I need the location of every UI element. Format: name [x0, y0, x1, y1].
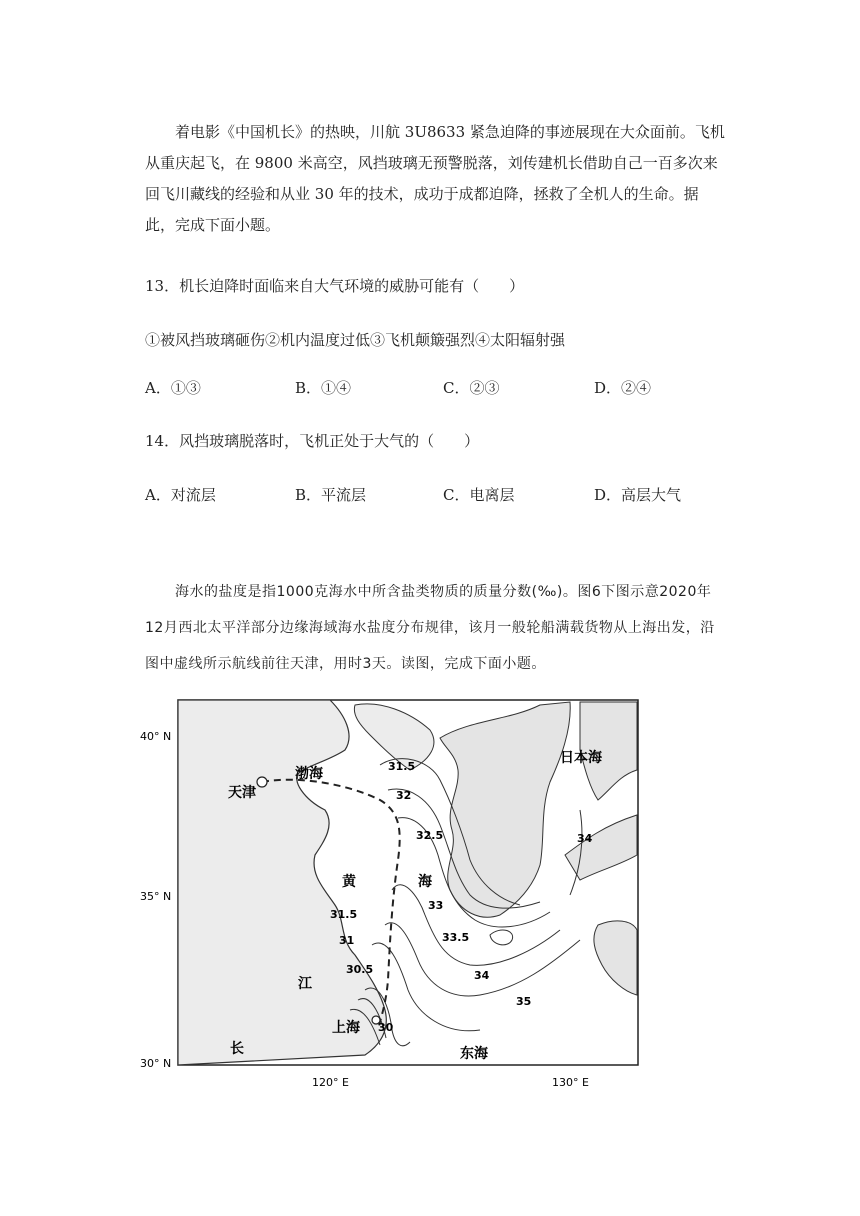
label-donghai: 东海	[460, 1046, 488, 1062]
question-14-option-a[interactable]: A．对流层	[145, 486, 216, 504]
isoline-33-5: 33.5	[442, 931, 470, 944]
isoline-31: 31	[339, 934, 355, 947]
question-14-option-d[interactable]: D．高层大气	[594, 486, 682, 504]
label-jiang: 江	[298, 976, 312, 992]
lon-label-130: 130° E	[552, 1076, 589, 1089]
question-14-stem: 14．风挡玻璃脱落时，飞机正处于大气的（ ）	[145, 432, 480, 450]
salinity-map	[140, 690, 650, 1100]
question-14-option-b[interactable]: B．平流层	[295, 486, 367, 504]
passage-2-text: 海水的盐度是指1000克海水中所含盐类物质的质量分数(‰)。图6下图示意2020年12月西北太平洋部分边缘海域海水盐度分布规律，该月一般轮船满载货物从上海出发，沿图中虚线所示航线前往天津，用时3天。读图，完成下面小题。	[145, 584, 715, 672]
label-shanghai: 上海	[332, 1020, 360, 1036]
label-huang: 黄	[342, 874, 356, 890]
passage-2	[145, 574, 725, 682]
isoline-33: 33	[428, 899, 444, 912]
isoline-34-east: 34	[577, 832, 593, 845]
label-chang: 长	[230, 1041, 244, 1057]
question-13-statements: ①被风挡玻璃砸伤②机内温度过低③飞机颠簸强烈④太阳辐射强	[145, 331, 566, 349]
isoline-31-5-west: 31.5	[330, 908, 358, 921]
lon-label-120: 120° E	[312, 1076, 349, 1089]
question-14-option-c[interactable]: C．电离层	[443, 486, 515, 504]
isoline-32: 32	[396, 789, 412, 802]
label-tianjin: 天津	[228, 785, 256, 801]
label-bohai: 渤海	[295, 766, 323, 782]
isoline-32-5: 32.5	[416, 829, 444, 842]
label-japan-sea: 日本海	[560, 750, 602, 766]
isoline-30: 30	[378, 1021, 394, 1034]
question-13-option-a[interactable]: A．①③	[145, 379, 201, 397]
isoline-34-south: 34	[474, 969, 490, 982]
question-13-stem: 13．机长迫降时面临来自大气环境的威胁可能有（ ）	[145, 277, 525, 295]
tianjin-marker	[257, 777, 267, 787]
lat-label-35: 35° N	[140, 890, 172, 903]
lat-label-30: 30° N	[140, 1057, 172, 1070]
question-13-option-b[interactable]: B．①④	[295, 379, 352, 397]
passage-1-text: 着电影《中国机长》的热映，川航 3U8633 紧急迫降的事迹展现在大众面前。飞机从重庆起飞，在 9800 米高空，风挡玻璃无预警脱落，刘传建机长借助自己一百多次来回飞川藏线的经验和从业 30 年的技术，成功于成都迫降，拯救了全机人的生命。据此，完成下面小题。	[145, 123, 725, 234]
isoline-35: 35	[516, 995, 532, 1008]
question-13-option-d[interactable]: D．②④	[594, 379, 652, 397]
passage-1	[145, 117, 725, 241]
isoline-30-5: 30.5	[346, 963, 374, 976]
label-hai: 海	[418, 874, 432, 890]
question-13-option-c[interactable]: C．②③	[443, 379, 500, 397]
lat-label-40: 40° N	[140, 730, 172, 743]
isoline-31-5-north: 31.5	[388, 760, 416, 773]
